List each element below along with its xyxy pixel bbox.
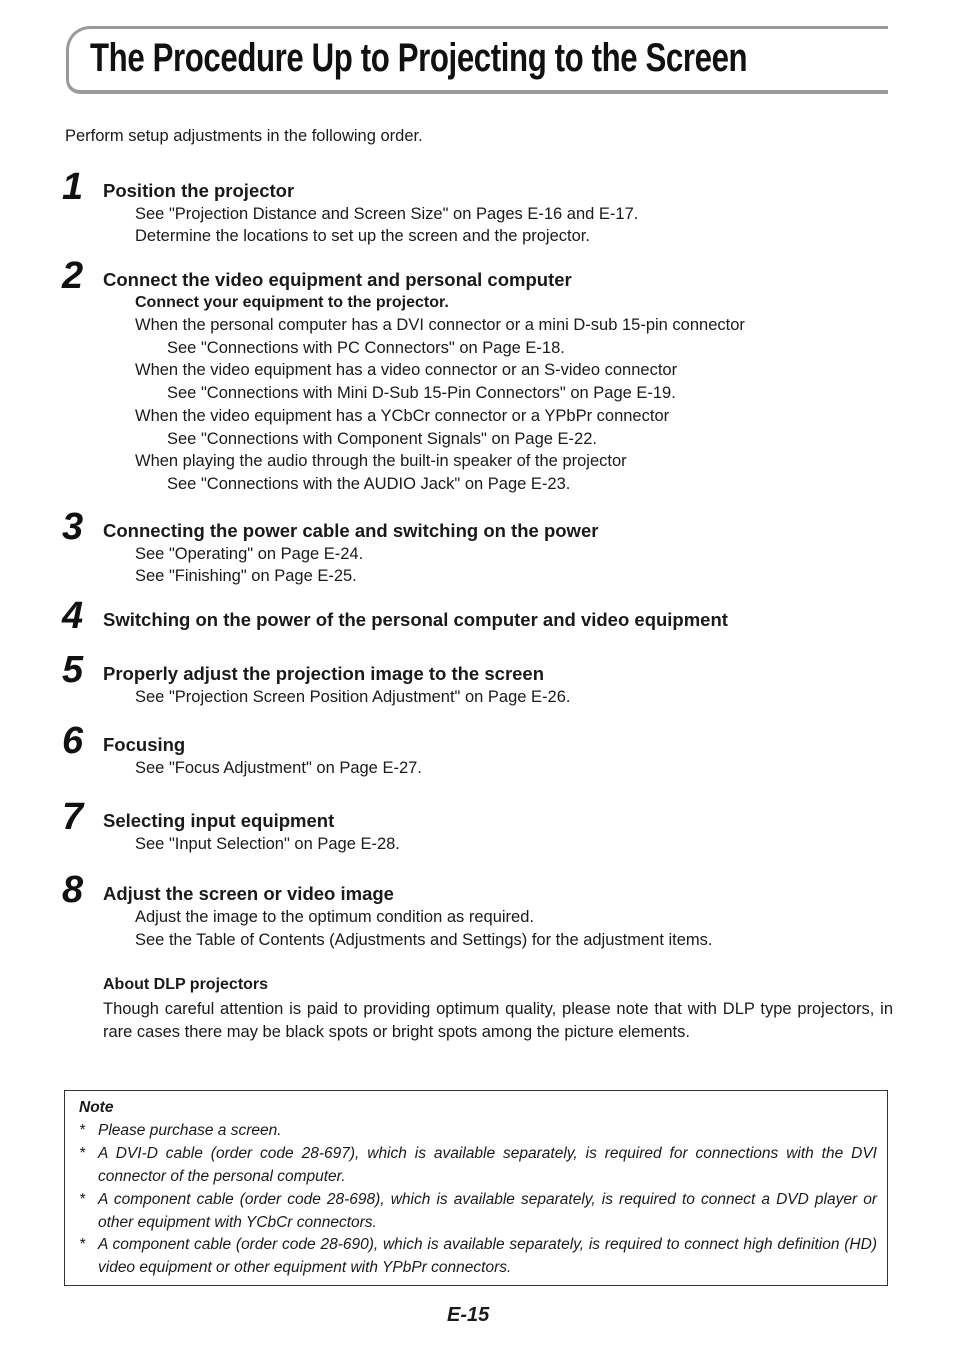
step-line: See "Focus Adjustment" on Page E-27.	[135, 759, 422, 777]
note-bullet: *	[79, 1145, 86, 1162]
step-number: 2	[62, 255, 84, 297]
step-line: See "Connections with the AUDIO Jack" on Page E-23.	[167, 475, 571, 493]
step-title: Connecting the power cable and switching on the power	[103, 520, 599, 541]
step-number: 6	[62, 720, 84, 762]
step-line: Adjust the image to the optimum condition as required.	[135, 908, 534, 926]
step-number: 5	[62, 649, 84, 691]
note-text: A component cable (order code 28-690), which is available separately, is required to connect high definition (HD) video equipment or other equipment with YPbPr connectors.	[98, 1236, 877, 1276]
step-title: Switching on the power of the personal computer and video equipment	[103, 609, 728, 630]
note-label: Note	[79, 1099, 114, 1116]
note-item	[79, 1119, 877, 1142]
step-number: 7	[62, 796, 84, 838]
step-line: See "Operating" on Page E-24.	[135, 545, 364, 563]
page-title: The Procedure Up to Projecting to the Screen	[90, 36, 748, 80]
note-bullet: *	[79, 1191, 86, 1208]
note-text: A DVI-D cable (order code 28-697), which is available separately, is required for connections with the DVI connector of the personal computer.	[98, 1145, 877, 1185]
step-line: See the Table of Contents (Adjustments and Settings) for the adjustment items.	[135, 931, 713, 949]
step-line: When the video equipment has a YCbCr connector or a YPbPr connector	[135, 407, 670, 425]
step-title: Properly adjust the projection image to the screen	[103, 663, 545, 684]
step-line: See "Projection Screen Position Adjustment" on Page E-26.	[135, 688, 571, 706]
about-heading: About DLP projectors	[103, 976, 269, 993]
about-text: Though careful attention is paid to providing optimum quality, please note that with DLP type projectors, in rare cases there may be black spots or bright spots among the picture elements.	[103, 1000, 893, 1041]
note-text: A component cable (order code 28-698), which is available separately, is required to connect a DVD player or other equipment with YCbCr connectors.	[98, 1191, 877, 1231]
step-subtitle: Connect your equipment to the projector.	[135, 294, 449, 311]
note-text: Please purchase a screen.	[98, 1122, 282, 1139]
step-line: See "Finishing" on Page E-25.	[135, 567, 357, 585]
note-item	[79, 1233, 877, 1279]
step-number: 3	[62, 506, 84, 548]
step-line: When the personal computer has a DVI connector or a mini D-sub 15-pin connector	[135, 316, 745, 334]
page-number: E-15	[447, 1304, 490, 1326]
note-bullet: *	[79, 1122, 86, 1139]
step-title: Adjust the screen or video image	[103, 883, 394, 904]
step-line: When playing the audio through the built-in speaker of the projector	[135, 452, 627, 470]
step-line: See "Connections with Component Signals" on Page E-22.	[167, 430, 597, 448]
step-number: 1	[62, 166, 84, 208]
step-title: Selecting input equipment	[103, 810, 335, 831]
note-bullet: *	[79, 1236, 86, 1253]
step-number: 4	[62, 595, 84, 637]
note-box	[64, 1090, 888, 1286]
step-line: Determine the locations to set up the screen and the projector.	[135, 227, 590, 245]
note-item	[79, 1188, 877, 1234]
step-line: See "Input Selection" on Page E-28.	[135, 835, 400, 853]
intro-text: Perform setup adjustments in the following order.	[65, 127, 423, 145]
step-line: When the video equipment has a video connector or an S-video connector	[135, 361, 678, 379]
step-title: Connect the video equipment and personal computer	[103, 269, 572, 290]
step-number: 8	[62, 869, 84, 911]
step-line: See "Projection Distance and Screen Size" on Pages E-16 and E-17.	[135, 205, 639, 223]
step-line: See "Connections with Mini D-Sub 15-Pin Connectors" on Page E-19.	[167, 384, 676, 402]
step-title: Position the projector	[103, 180, 295, 201]
step-line: See "Connections with PC Connectors" on Page E-18.	[167, 339, 565, 357]
step-title: Focusing	[103, 734, 186, 755]
note-item	[79, 1142, 877, 1188]
